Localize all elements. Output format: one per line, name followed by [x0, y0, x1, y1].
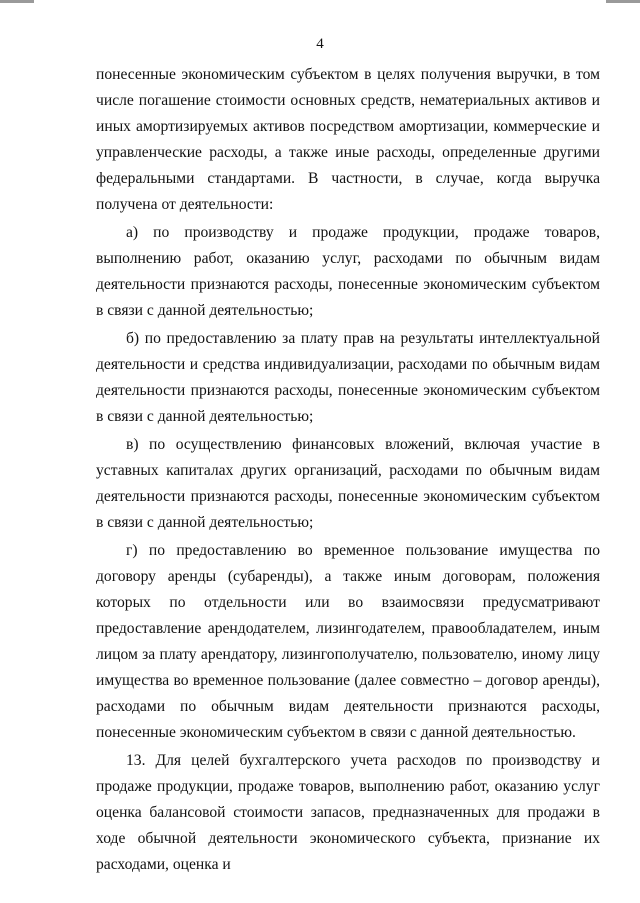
- paragraph-item-b: б) по предоставлению за плату прав на результаты интеллектуальной деятельности и средства индивидуализации, расходами по обычным видам деятельности признаются расходы, понесенные экономическим субъектом в связи с данной деятельностью;: [96, 330, 600, 425]
- paragraph-item-g: г) по предоставлению во временное пользование имущества по договору аренды (субаренды), а также иным договорам, положения которых по отдельности или во взаимосвязи предусматривают предоставление арендодателем, лизингодателем, правообладателем, иным лицом за плату арендатору, лизингополучателю, пользователю, иному лицу имущества во временное пользование (далее совместно – договор аренды), расходами по обычным видам деятельности признаются расходы, понесенные экономическим субъектом в связи с данной деятельностью.: [96, 542, 600, 741]
- paragraph-item-v: в) по осуществлению финансовых вложений, включая участие в уставных капиталах других организаций, расходами по обычным видам деятельности признаются расходы, понесенные экономическим субъектом в связи с данной деятельностью;: [96, 436, 600, 531]
- paragraph-item-a: а) по производству и продаже продукции, продаже товаров, выполнению работ, оказанию услуг, расходами по обычным видам деятельности признаются расходы, понесенные экономическим субъектом в связи с данной деятельностью;: [96, 224, 600, 319]
- paragraph-continuation: понесенные экономическим субъектом в целях получения выручки, в том числе погашение стоимости основных средств, нематериальных активов и иных амортизируемых активов посредством амортизации, коммерческие и управленческие расходы, а также иные расходы, определенные другими федеральными стандартами. В частности, в случае, когда выручка получена от деятельности:: [96, 66, 600, 213]
- scan-edge-mark-left: [0, 0, 34, 3]
- page-number: 4: [316, 36, 324, 52]
- scan-edge-mark-right: [606, 0, 640, 3]
- document-body: [96, 62, 600, 878]
- paragraph-clause-13: 13. Для целей бухгалтерского учета расходов по производству и продаже продукции, продаже товаров, выполнению работ, оказанию услуг оценка балансовой стоимости запасов, предназначенных для продажи в ходе обычной деятельности экономического субъекта, признание их расходами, оценка и: [96, 752, 600, 873]
